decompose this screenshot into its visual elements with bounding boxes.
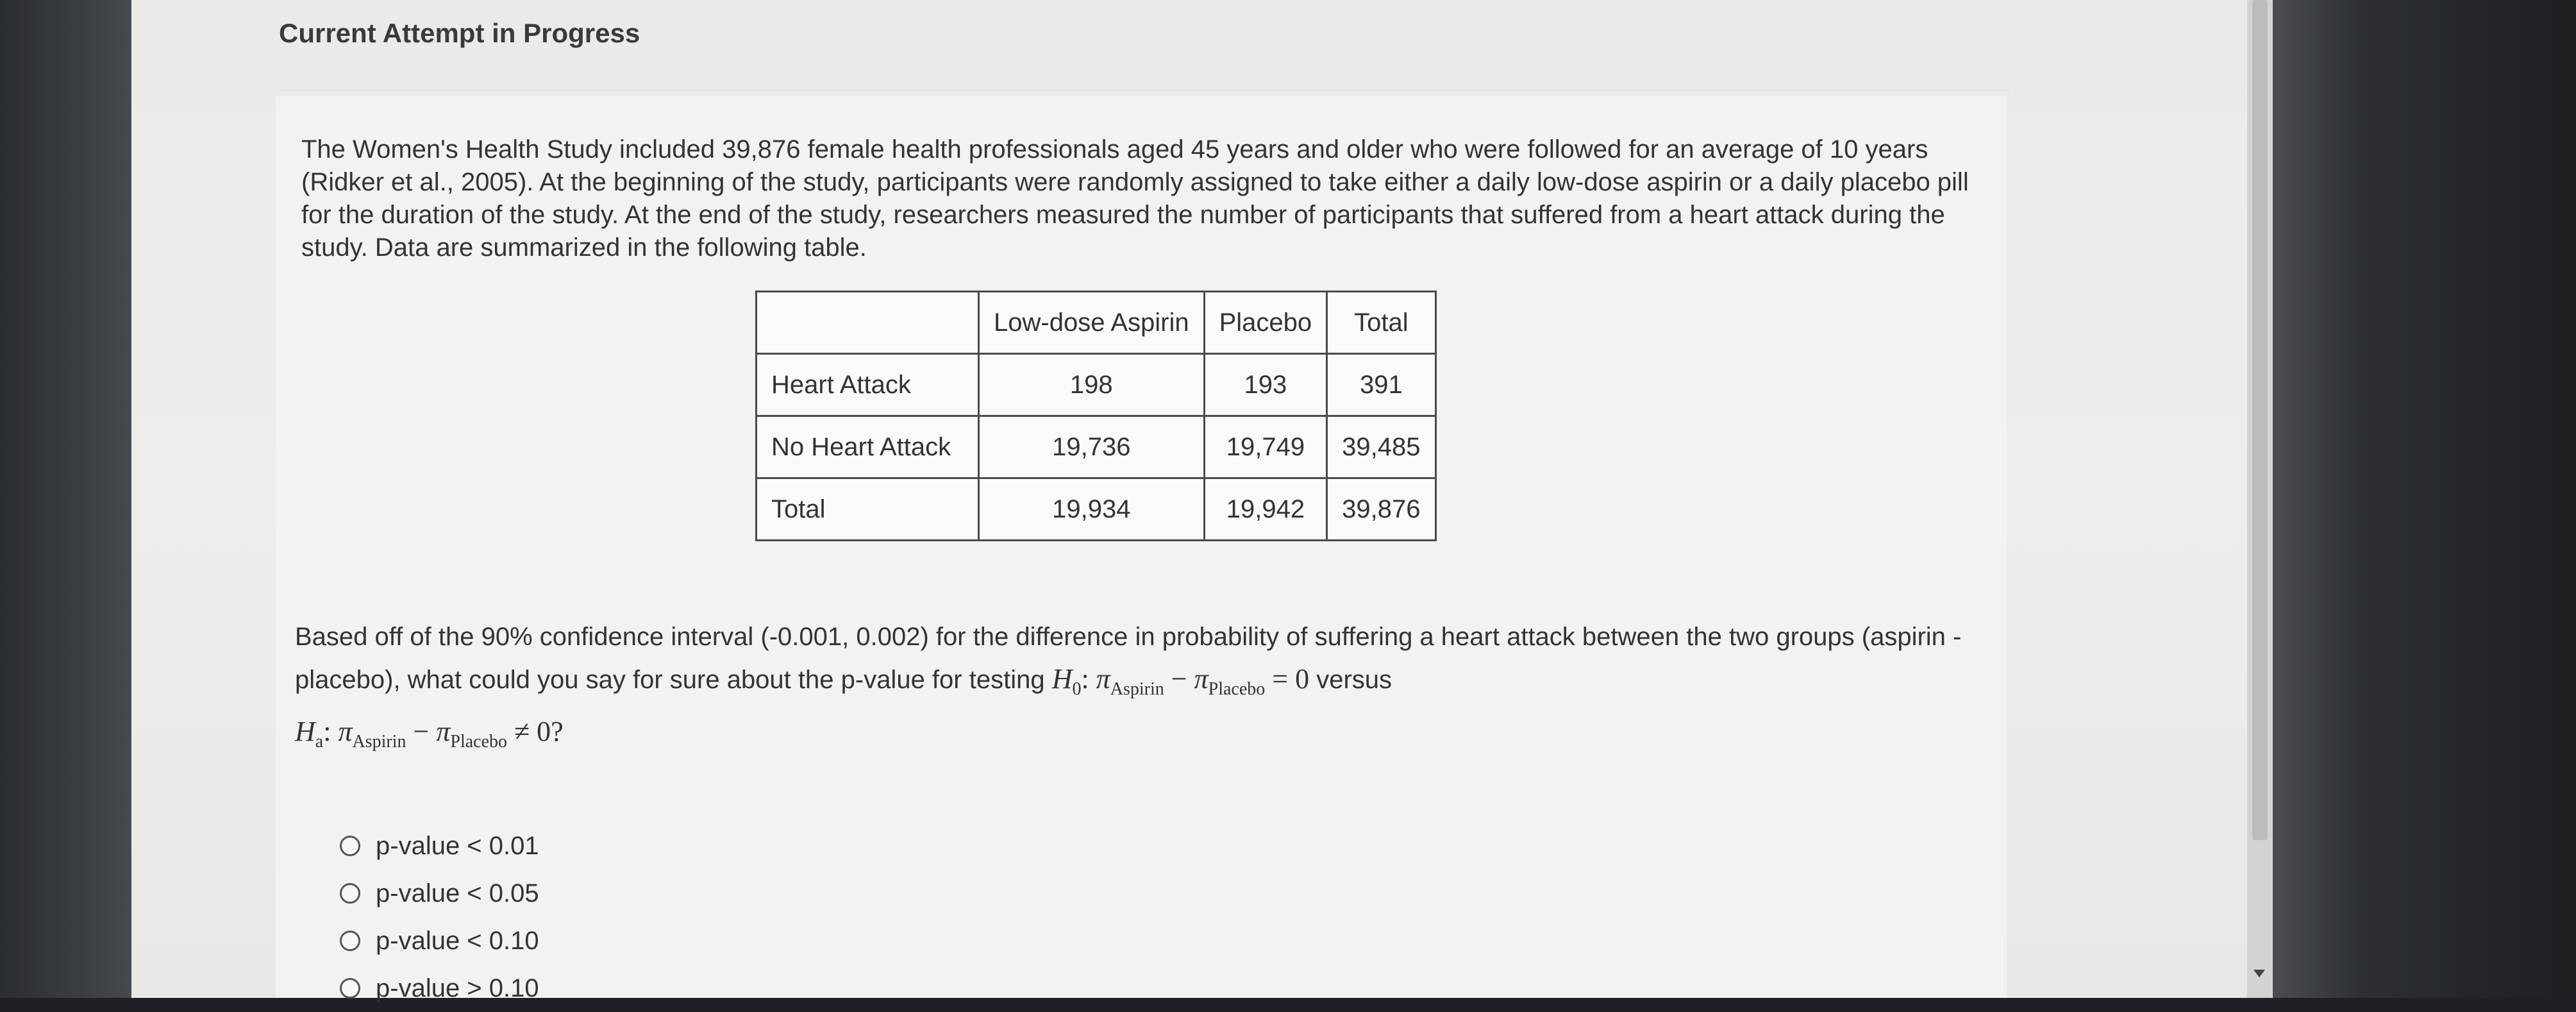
cell-heart-attack-aspirin: 198 bbox=[979, 354, 1205, 416]
pi-aspirin-alt: π bbox=[338, 715, 353, 747]
cell-total-placebo: 19,942 bbox=[1204, 478, 1327, 541]
sub-placebo-alt: Placebo bbox=[450, 731, 508, 752]
alternative-hypothesis bbox=[295, 715, 564, 752]
monitor-bezel-right bbox=[2273, 0, 2576, 998]
pi-placebo: π bbox=[1194, 663, 1209, 695]
attempt-status-heading: Current Attempt in Progress bbox=[279, 18, 640, 48]
table-row bbox=[757, 478, 1436, 541]
option-label: p-value < 0.05 bbox=[376, 879, 539, 907]
question-prompt bbox=[295, 616, 1987, 763]
sub-aspirin-alt: Aspirin bbox=[352, 731, 406, 752]
column-header-placebo: Placebo bbox=[1204, 292, 1327, 354]
cell-total-aspirin: 19,934 bbox=[979, 478, 1205, 541]
table-header-row bbox=[757, 292, 1436, 354]
ha-colon: : bbox=[323, 715, 339, 747]
option-label: p-value < 0.01 bbox=[376, 831, 539, 860]
contingency-table bbox=[755, 291, 1437, 541]
cell-heart-attack-placebo: 193 bbox=[1204, 354, 1327, 416]
option-pvalue-lt-0-10[interactable] bbox=[340, 917, 539, 965]
pi-placebo-alt: π bbox=[436, 715, 451, 747]
cell-no-heart-attack-aspirin: 19,736 bbox=[979, 416, 1205, 478]
equals-zero: = 0 bbox=[1272, 663, 1310, 695]
option-label: p-value < 0.10 bbox=[376, 926, 539, 955]
monitor-bezel-left bbox=[0, 0, 131, 998]
cell-heart-attack-total: 391 bbox=[1327, 354, 1435, 416]
table-row bbox=[757, 416, 1436, 478]
option-pvalue-lt-0-01[interactable] bbox=[340, 822, 539, 870]
cell-no-heart-attack-placebo: 19,749 bbox=[1204, 416, 1327, 478]
option-pvalue-lt-0-05[interactable] bbox=[340, 870, 539, 917]
option-label: p-value > 0.10 bbox=[376, 974, 539, 1002]
not-equals-zero: ≠ 0? bbox=[514, 715, 564, 747]
ha-symbol: H bbox=[295, 715, 315, 747]
table-row bbox=[757, 354, 1436, 416]
radio-button[interactable] bbox=[340, 931, 360, 951]
h0-subscript: 0 bbox=[1072, 679, 1082, 699]
radio-button[interactable] bbox=[340, 883, 360, 904]
column-header-aspirin: Low-dose Aspirin bbox=[979, 292, 1205, 354]
radio-button[interactable] bbox=[340, 978, 360, 999]
row-label-total: Total bbox=[757, 478, 979, 541]
sub-placebo: Placebo bbox=[1208, 679, 1266, 699]
sub-aspirin: Aspirin bbox=[1110, 679, 1164, 699]
question-text: Based off of the 90% confidence interval (-0.001, 0.002) for the difference in probability of suffering a heart attack between the two groups (aspirin - placebo), what could you say for sure about the p-value for testing bbox=[295, 623, 1962, 694]
answer-options bbox=[340, 822, 539, 1012]
minus-sign: − bbox=[1171, 663, 1187, 695]
radio-button[interactable] bbox=[340, 836, 360, 856]
row-label-heart-attack: Heart Attack bbox=[757, 354, 979, 416]
option-pvalue-gt-0-10[interactable] bbox=[340, 965, 539, 1012]
cell-no-heart-attack-total: 39,485 bbox=[1327, 416, 1435, 478]
vertical-scrollbar[interactable] bbox=[2247, 0, 2273, 998]
table-corner-cell bbox=[757, 292, 979, 354]
null-hypothesis bbox=[1051, 663, 1310, 699]
column-header-total: Total bbox=[1327, 292, 1435, 354]
scroll-down-arrow-icon[interactable] bbox=[2254, 970, 2265, 977]
problem-intro-text: The Women's Health Study included 39,876 female health professionals aged 45 years and older who were followed for an average of 10 years (Ridker et al., 2005). At the beginning of the study, participants were randomly assigned to take either a daily low-dose aspirin or a daily placebo pill for the duration of the study. At the end of the study, researchers measured the number of participants that suffered from a heart attack during the study. Data are summarized in the following table. bbox=[301, 135, 1969, 262]
h0-symbol: H bbox=[1051, 663, 1073, 695]
minus-sign-alt: − bbox=[413, 715, 430, 747]
row-label-no-heart-attack: No Heart Attack bbox=[757, 416, 979, 478]
cell-total-total: 39,876 bbox=[1327, 478, 1435, 541]
scrollbar-thumb[interactable] bbox=[2252, 0, 2268, 840]
pi-aspirin: π bbox=[1096, 663, 1110, 695]
versus-text: versus bbox=[1309, 666, 1393, 694]
h0-colon: : bbox=[1081, 663, 1096, 695]
ha-subscript: a bbox=[315, 731, 324, 752]
